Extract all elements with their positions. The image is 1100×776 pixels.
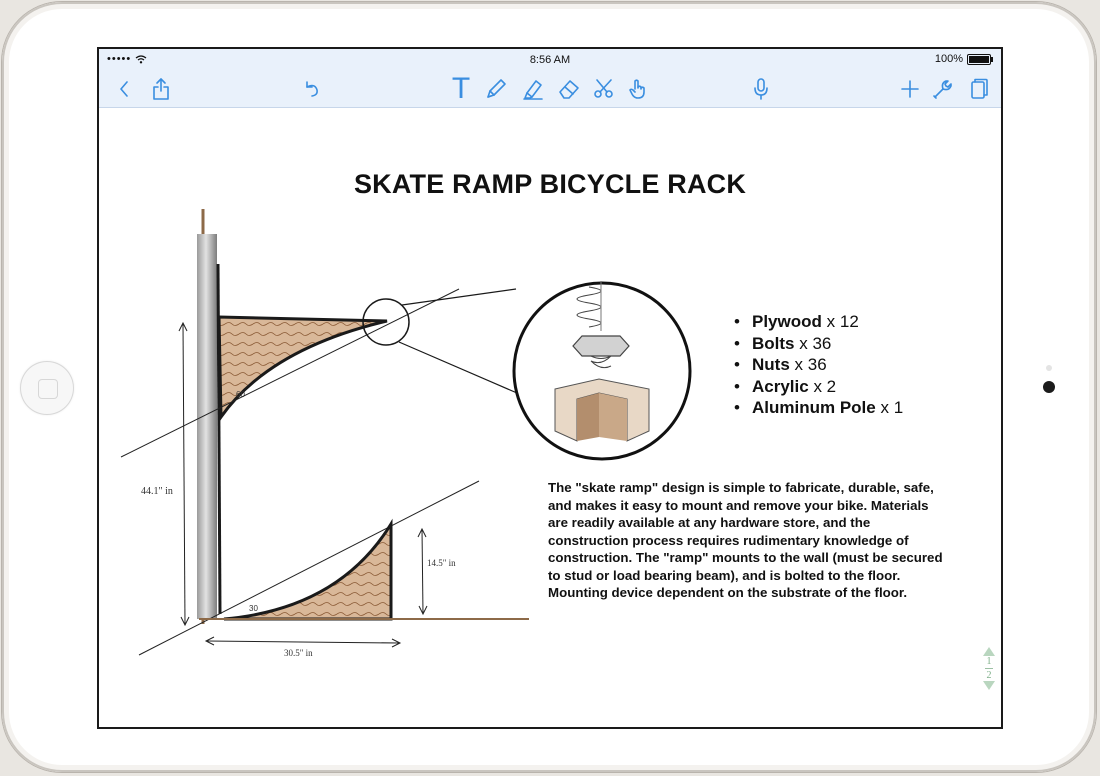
previous-page-icon[interactable] bbox=[983, 647, 995, 656]
battery-percent: 100% bbox=[934, 53, 963, 65]
material-item: • Plywood x 12 bbox=[734, 312, 859, 331]
material-qty: x 36 bbox=[799, 333, 832, 353]
material-qty: x 1 bbox=[880, 398, 904, 417]
text-icon: T bbox=[451, 72, 471, 105]
material-qty: x 36 bbox=[794, 355, 827, 374]
aluminum-pole bbox=[197, 234, 217, 619]
current-page: 1 bbox=[986, 656, 992, 667]
angle-label-bottom: 30 bbox=[249, 604, 258, 613]
ramp-height-label: 14.5" in bbox=[427, 558, 456, 568]
material-item: • Acrylic x 2 bbox=[734, 376, 837, 396]
description-paragraph: The "skate ramp" design is simple to fabricate, durable, safe, and makes it easy to mount and remove your bike. Materials are readily available at any hardware store, and the construction process requires rudimentary knowledge of construction. The "ramp" mounts to the wall (must be secured to stud or load bearing beam), and is bolted to the floor. Mounting device dependent on the substrate of the floor. bbox=[548, 480, 943, 600]
material-name: Acrylic bbox=[752, 376, 809, 396]
total-pages: 2 bbox=[986, 670, 992, 681]
material-item: • Bolts x 36 bbox=[734, 333, 832, 353]
signal-dots: ••••• bbox=[107, 53, 132, 65]
materials-list bbox=[734, 311, 903, 419]
page-navigator bbox=[979, 647, 999, 690]
material-item: • Aluminum Pole x 1 bbox=[734, 398, 904, 417]
height-label: 44.1" in bbox=[141, 486, 173, 497]
clock: 8:56 AM bbox=[529, 54, 571, 66]
document-title: SKATE RAMP BICYCLE RACK bbox=[353, 169, 747, 199]
material-qty: x 2 bbox=[813, 376, 837, 396]
material-name: Plywood bbox=[752, 312, 822, 331]
angle-label-top: 60 bbox=[236, 390, 245, 399]
camera bbox=[1043, 381, 1055, 393]
material-name: Nuts bbox=[752, 355, 790, 374]
material-name: Aluminum Pole bbox=[752, 398, 876, 417]
page-divider bbox=[985, 668, 993, 669]
app-screen bbox=[97, 47, 1003, 729]
next-page-icon[interactable] bbox=[983, 681, 995, 690]
light-sensor bbox=[1046, 365, 1052, 371]
home-button[interactable] bbox=[20, 361, 74, 415]
material-qty: x 12 bbox=[826, 312, 859, 331]
material-name: Bolts bbox=[752, 333, 795, 353]
material-item: • Nuts x 36 bbox=[734, 355, 827, 374]
width-label: 30.5" in bbox=[284, 648, 313, 658]
